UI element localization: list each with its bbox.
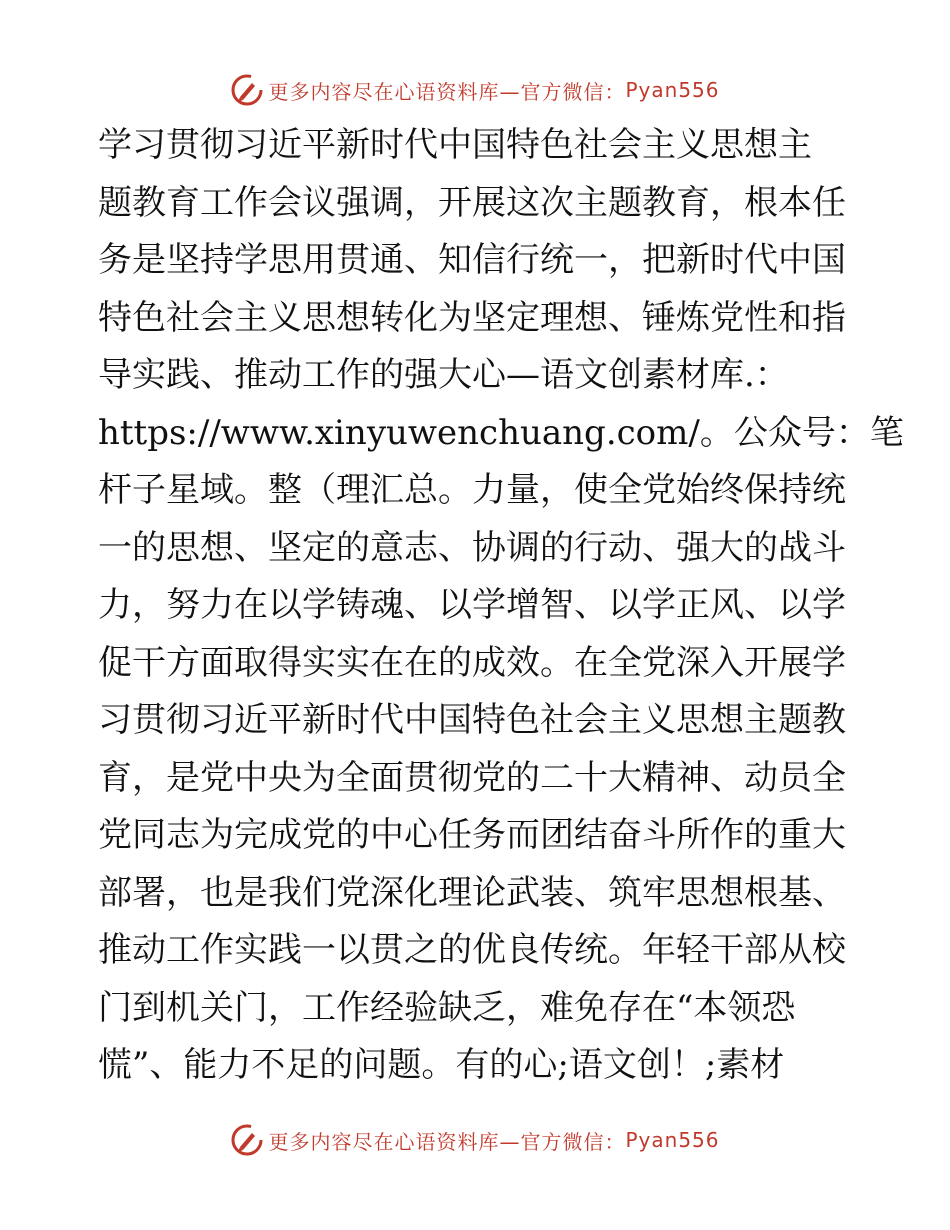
body-line: 杆子星域。整（理汇总。力量，使全党始终保持统	[98, 470, 846, 510]
body-line: 部署，也是我们党深化理论武装、筑牢思想根基、	[98, 872, 846, 913]
body-line: 务是坚持学思用贯通、知信行统一，把新时代中国	[98, 240, 846, 280]
body-line: 题教育工作会议强调，开展这次主题教育，根本任	[98, 182, 846, 223]
document-body	[98, 117, 904, 1095]
watermark-wechat-id: Pyan556	[625, 78, 720, 102]
body-line: 推动工作实践一以贯之的优良传统。年轻干部从校	[98, 930, 846, 970]
pen-circle-logo-icon	[230, 73, 264, 107]
watermark-wechat-id: Pyan556	[625, 1128, 720, 1152]
body-line: 特色社会主义思想转化为坚定理想、锤炼党性和指	[98, 297, 846, 338]
watermark-text: 更多内容尽在心语资料库—官方微信：	[268, 79, 626, 104]
body-line: 慌”、能力不足的问题。有的心;语文创！;素材	[98, 1045, 785, 1085]
body-line: 党同志为完成党的中心任务而团结奋斗所作的重大	[98, 815, 846, 855]
body-line: 导实践、推动工作的强大心—语文创素材库.：	[98, 355, 789, 395]
body-line: 学习贯彻习近平新时代中国特色社会主义思想主	[98, 125, 812, 165]
body-line: 育，是党中央为全面贯彻党的二十大精神、动员全	[98, 757, 846, 798]
watermark-footer	[0, 1120, 950, 1160]
pen-circle-logo-icon	[230, 1123, 264, 1157]
body-line: 门到机关门，工作经验缺乏，难免存在“本领恐	[98, 987, 796, 1028]
body-line: https://www.xinyuwenchuang.com/。公众号：笔	[98, 412, 904, 453]
body-line: 一的思想、坚定的意志、协调的行动、强大的战斗	[98, 527, 846, 568]
watermark-text: 更多内容尽在心语资料库—官方微信：	[268, 1129, 626, 1154]
watermark-header	[0, 70, 950, 110]
body-line: 促干方面取得实实在在的成效。在全党深入开展学	[98, 642, 846, 683]
body-line: 力，努力在以学铸魂、以学增智、以学正风、以学	[98, 585, 846, 625]
body-line: 习贯彻习近平新时代中国特色社会主义思想主题教	[98, 700, 846, 740]
